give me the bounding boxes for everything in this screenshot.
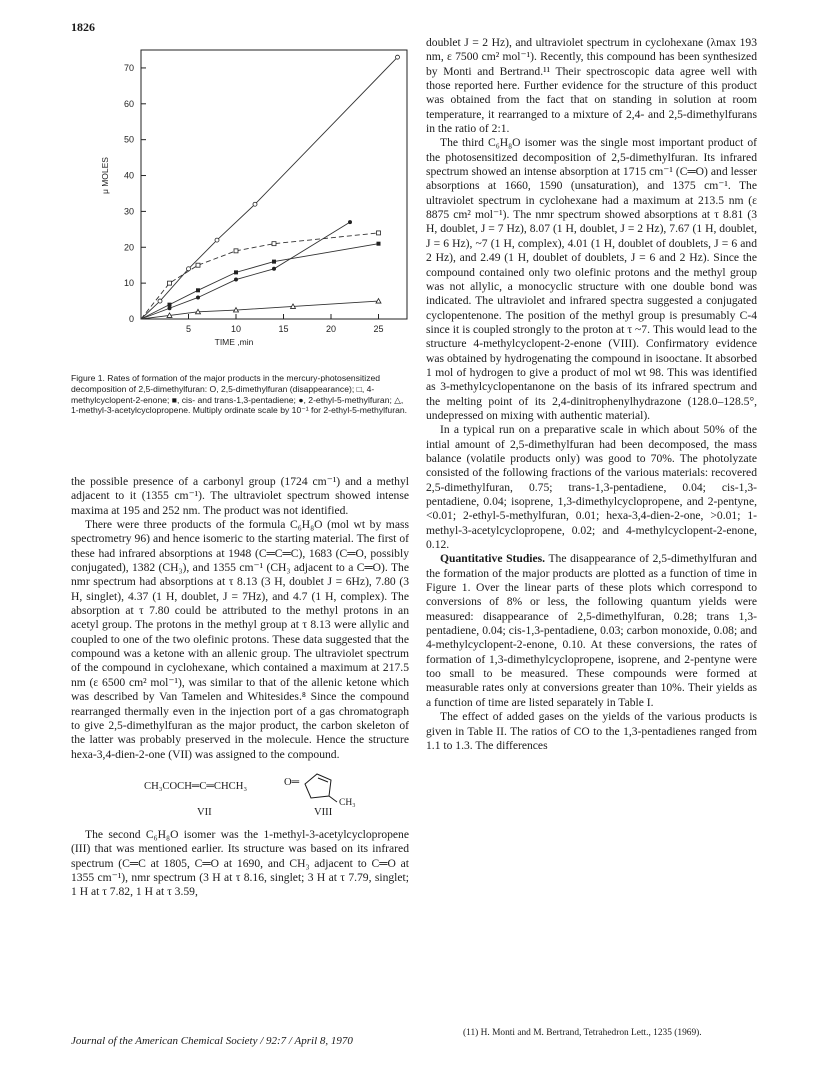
data-point (377, 231, 381, 235)
y-tick-label: 10 (123, 278, 134, 289)
series-line (141, 233, 379, 319)
chemical-structures (71, 770, 409, 824)
x-tick-label: 20 (325, 324, 337, 334)
data-point (187, 267, 191, 271)
y-tick-label: 60 (123, 98, 134, 109)
series-line (141, 301, 379, 319)
right-column (426, 36, 757, 753)
structure-label-viii: VIII (314, 806, 333, 818)
paragraph: The effect of added gases on the yields of the various products is given in Table II. The ratios of CO to the 1,3-pentadienes ranged from 1.1 to 1.3. The differences (426, 710, 757, 752)
data-point (253, 202, 257, 206)
data-point (196, 295, 200, 299)
data-point (168, 303, 172, 307)
paragraph: doublet J = 2 Hz), and ultraviolet spectrum in cyclohexane (λmax 193 nm, ε 7500 cm² mol⁻¹). Recently, this compound has been synthesized by Monti and Bertrand.¹¹ Their spectroscopic data agree well with those reported here. Further evidence for the structure of this product was obtained from the fact that on standing in solution at room temperature, it rearranged to a mixture of 2,4- and 2,5-dimethylfurans in the ratio of 2:1. (426, 36, 757, 136)
data-point (234, 249, 238, 253)
x-tick-label: 5 (185, 324, 192, 334)
series-line (141, 57, 398, 319)
paragraph: The third C₆H₈O isomer was the single most important product of the photosensitized decomposition of 2,5-dimethylfuran. Its infrared spectrum showed an intense absorption at 1715 cm⁻¹ (C═O) and lesser absorptions at 1660, 1590 (unsaturation), and 1375 cm⁻¹. The ultraviolet spectrum in cyclohexane had a maximum at 213.5 nm (ε 8875 cm² mol⁻¹). The nmr spectrum showed absorptions at τ 8.81 (3 H, doublet, J = 7 Hz), 8.07 (1 H, doublet, J = 2 Hz), 7.67 (1 H, doublet, J = 6 Hz), ~7 (1 H, complex), 4.01 (1 H, doublet of doublets, J = 6 and 2 Hz), and 2.49 (1 H, doublet of doublets, J = 6 and 2 Hz). Since the compound contained only two olefinic protons and the methyl group was not allylic, a monocyclic structure with one double bond was indicated. The ultraviolet and infrared spectra suggested a conjugated cyclopentenone. The position of the methyl group is presumably C-4 since it is coupled strongly to the proton at τ ~7. This would lead to the structure 4-methylcyclopent-2-enone (VIII). Confirmatory evidence was obtained by hydrogenating the compound in isooctane. It absorbed 1 mol of hydrogen to give a product of mol wt 98. This was identified as 3-methylcyclopentanone on the basis of its infrared spectrum and the melting point of its 2,4-dinitrophenylhydrazone (128.0–128.5°, undepressed on mixing with authentic material). (426, 136, 757, 422)
data-point (196, 288, 200, 292)
data-point (234, 270, 238, 274)
structure-label-vii: VII (197, 806, 212, 818)
data-point (272, 260, 276, 264)
page-number: 1826 (71, 20, 95, 34)
y-tick-label: 0 (128, 314, 134, 324)
data-point (377, 242, 381, 246)
figure-caption: Figure 1. Rates of formation of the major products in the mercury-photosensitized decomposition of 2,5-dimethylfuran: O, 2,5-dimethylfuran (disappearance); □, 4-methylcyclopent-2-enone; ■, cis- and trans-1,3-pentadiene; ●, 2-ethyl-5-methylfuran; △, 1-methyl-3-acetylcyclopropene. Multiply ordinate scale by 10⁻¹ for 2-ethyl-5-methylfuran. (71, 373, 408, 416)
series-line (141, 244, 379, 319)
structure-viii-oxygen: O═ (284, 776, 300, 788)
y-tick-label: 40 (123, 170, 134, 181)
x-axis-label: TIME ,min (214, 337, 254, 347)
data-point (158, 299, 162, 303)
x-tick-label: 15 (278, 324, 289, 334)
structure-vii-formula: CH₃COCH═C═CHCH₃ (144, 780, 248, 792)
data-point (396, 55, 400, 59)
y-tick-label: 30 (123, 206, 134, 217)
data-point (168, 306, 172, 310)
data-point (272, 267, 276, 271)
data-point (215, 238, 219, 242)
footnote: (11) H. Monti and M. Bertrand, Tetrahedron Lett., 1235 (1969). (463, 1028, 702, 1038)
data-point (234, 278, 238, 282)
paragraph: In a typical run on a preparative scale in which about 50% of the intial amount of 2,5-dimethylfuran had been decomposed, the mass balance (volatile products only) was good to 70%. The photolyzate consisted of the following fractions of the various materials: recovered 2,5-dimethylfuran, 0.75; trans-1,3-pentadiene, 0.04; cis-1,3-pentadiene, 0.04; isoprene, 1,3-dimethylcyclopropene, and 2-pentyne, <0.01; 2-ethyl-5-methylfuran, 0.01; hexa-3,4-dien-2-one, >0.01; 1-methyl-3-acetylcyclopropene, 0.02; and 4-methylcyclopent-2-enone, 0.12. (426, 423, 757, 552)
left-column (71, 475, 409, 900)
y-tick-label: 70 (123, 62, 134, 73)
section-heading: Quantitative Studies. (440, 552, 546, 566)
x-tick-label: 10 (230, 324, 242, 334)
data-point (168, 281, 172, 285)
paragraph: There were three products of the formula C₆H₈O (mol wt by mass spectrometry 96) and hence isomeric to the starting material. The first of these had infrared absorptions at 1948 (C═C═C), 1683 (C═O, possibly conjugated), 1382 (CH₃), and 1355 cm⁻¹ (CH₃ adjacent to a C═O). The nmr spectrum had absorptions at τ 8.13 (3 H, doublet J = 6Hz), 7.80 (3 H, singlet), 4.37 (1 H, doublet, J = 7Hz), and 4.7 (1 H, complex). The absorption at τ 7.80 could be attributed to the methyl protons in an acetyl group. The protons in the methyl group at τ 8.13 were allylic and coupled to one of the two olefinic protons. These data suggested that the compound was a ketone with an allenic group. The ultraviolet spectrum of the compound in cyclohexane, which contained a maximum at 217.5 nm (ε 6500 cm² mol⁻¹), was similar to that of the allenic ketone which was described by Van Tamelen and Whitesides.⁸ Since the compound rearranged thermally even in the injection port of a gas chromatograph to give 2,5-dimethylfuran as the major product, the carbon skeleton of the latter was probably preserved in the molecule. Hence the structure hexa-3,4-dien-2-one (VII) was assigned to the compound. (71, 518, 409, 761)
paragraph: the possible presence of a carbonyl group (1724 cm⁻¹) and a methyl adjacent to it (1355 cm⁻¹). The ultraviolet spectrum showed intense maxima at 195 and 252 nm. The product was not identified. (71, 475, 409, 517)
journal-footer: Journal of the American Chemical Society / 92:7 / April 8, 1970 (71, 1035, 353, 1047)
data-point (196, 263, 200, 267)
data-point (272, 242, 276, 246)
y-axis-label: μ MOLES (100, 157, 110, 195)
figure-1-chart (71, 38, 411, 373)
paragraph-text: The disappearance of 2,5-dimethylfuran and the formation of the major products are plotted as a function of time in Figure 1. Over the linear parts of these plots which correspond to conversions of 8% or less, the following quantum yields were measured: disappearance of 2,5-dimethylfuran, 0.28; trans 1,3-pentadiene, 0.04; cis-1,3-pentadiene, 0.03; carbon monoxide, 0.08; and 4-methylcyclopent-2-enone, 0.10. At these conversions, the rates of formation of 1,3-dimethylcyclopropene, isoprene, and 2-pentyne were too small to be measured. These compounds were formed at measurable rates only at conversions greater than 10%. Their yields as a function of time are listed separately in Table I. (426, 552, 757, 709)
x-tick-label: 25 (373, 324, 384, 334)
y-tick-label: 20 (123, 242, 134, 253)
y-tick-label: 50 (123, 134, 134, 145)
paragraph: The second C₆H₈O isomer was the 1-methyl-3-acetylcyclopropene (III) that was mentioned earlier. Its structure was based on its infrared spectrum (C═C at 1805, C═O at 1690, and CH₃ adjacent to C═O at 1355 cm⁻¹), nmr spectrum (3 H at τ 8.16, singlet; 3 H at τ 7.79, singlet; 1 H at τ 7.82, 1 H at τ 3.59, (71, 827, 409, 899)
data-point (348, 220, 352, 224)
structure-viii-methyl: CH₃ (339, 797, 356, 808)
paragraph (426, 552, 757, 710)
